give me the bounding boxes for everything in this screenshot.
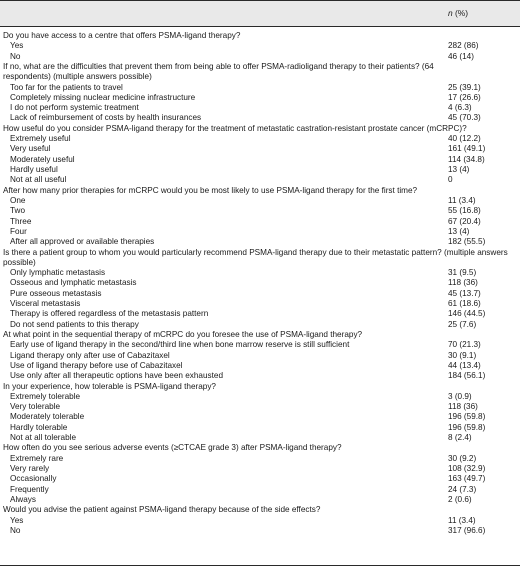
count-percent-value: 13 (4) bbox=[448, 226, 470, 236]
answer-row bbox=[0, 433, 520, 443]
answer-label: Extremely rare bbox=[10, 453, 64, 463]
answer-row bbox=[0, 361, 520, 371]
answer-label: Very rarely bbox=[10, 464, 50, 474]
question-row bbox=[0, 186, 520, 196]
answer-label: Do not send patients to this therapy bbox=[10, 319, 139, 329]
answer-label: I do not perform systemic treatment bbox=[10, 103, 139, 113]
answer-label: Lack of reimbursement of costs by health insurances bbox=[10, 113, 202, 123]
question-text: After how many prior therapies for mCRPC would you be most likely to use PSMA-ligand therapy for the first time? bbox=[3, 185, 418, 195]
question-text: If no, what are the difficulties that prevent them from being able to offer PSMA-radioligand therapy to their patients? (64 respondents) (multiple answers possible) bbox=[3, 61, 434, 82]
answer-label: Four bbox=[10, 226, 27, 236]
count-percent-value: 108 (32.9) bbox=[448, 464, 486, 474]
answer-row bbox=[0, 144, 520, 154]
answer-label: Extremely tolerable bbox=[10, 391, 81, 401]
answer-row bbox=[0, 464, 520, 474]
answer-row bbox=[0, 299, 520, 309]
answer-label: Ligand therapy only after use of Cabazitaxel bbox=[10, 350, 170, 360]
count-percent-value: 11 (3.4) bbox=[448, 195, 476, 205]
top-rule bbox=[0, 0, 520, 1]
answer-label: Very tolerable bbox=[10, 402, 61, 412]
answer-row bbox=[0, 320, 520, 330]
count-percent-value: 44 (13.4) bbox=[448, 360, 481, 370]
answer-label: Only lymphatic metastasis bbox=[10, 268, 106, 278]
answer-label: Early use of ligand therapy in the second/third line when bone marrow reserve is still sufficient bbox=[10, 340, 350, 350]
answer-label: Not at all useful bbox=[10, 175, 67, 185]
answer-row bbox=[0, 103, 520, 113]
answer-label: Too far for the patients to travel bbox=[10, 82, 123, 92]
count-percent-value: 13 (4) bbox=[448, 165, 470, 175]
count-percent-value: 67 (20.4) bbox=[448, 216, 481, 226]
answer-row bbox=[0, 175, 520, 185]
count-percent-value: 196 (59.8) bbox=[448, 422, 486, 432]
answer-label: Always bbox=[10, 494, 36, 504]
count-percent-value: 17 (26.6) bbox=[448, 92, 481, 102]
count-percent-value: 282 (86) bbox=[448, 41, 479, 51]
answer-label: Use of ligand therapy before use of Cabazitaxel bbox=[10, 360, 183, 370]
answer-row bbox=[0, 423, 520, 433]
count-percent-value: 45 (13.7) bbox=[448, 288, 481, 298]
question-row bbox=[0, 124, 520, 134]
count-percent-value: 184 (56.1) bbox=[448, 371, 486, 381]
question-text: At what point in the sequential therapy of mCRPC do you foresee the use of PSMA-ligand therapy? bbox=[3, 329, 363, 339]
question-text: Do you have access to a centre that offers PSMA-ligand therapy? bbox=[3, 31, 241, 40]
count-percent-value: 8 (2.4) bbox=[448, 433, 472, 443]
answer-label: One bbox=[10, 195, 26, 205]
count-percent-value: 4 (6.3) bbox=[448, 103, 472, 113]
question-text: In your experience, how tolerable is PSMA-ligand therapy? bbox=[3, 381, 216, 391]
answer-row bbox=[0, 392, 520, 402]
answer-row bbox=[0, 237, 520, 247]
count-percent-value: 70 (21.3) bbox=[448, 340, 481, 350]
answer-label: Three bbox=[10, 216, 32, 226]
count-percent-value: 163 (49.7) bbox=[448, 474, 486, 484]
count-percent-value: 11 (3.4) bbox=[448, 515, 476, 525]
answer-label: Yes bbox=[10, 41, 24, 51]
answer-label: Use only after all therapeutic options have been exhausted bbox=[10, 371, 224, 381]
question-row bbox=[0, 330, 520, 340]
count-percent-value: 55 (16.8) bbox=[448, 206, 481, 216]
answer-row bbox=[0, 165, 520, 175]
count-percent-value: 317 (96.6) bbox=[448, 525, 486, 535]
count-percent-value: 45 (70.3) bbox=[448, 113, 481, 123]
question-row bbox=[0, 443, 520, 453]
answer-row bbox=[0, 227, 520, 237]
answer-row bbox=[0, 526, 520, 536]
count-percent-value: 31 (9.5) bbox=[448, 268, 477, 278]
count-percent-value: 114 (34.8) bbox=[448, 154, 485, 164]
answer-row bbox=[0, 113, 520, 123]
count-percent-value: 146 (44.5) bbox=[448, 309, 486, 319]
answer-label: Hardly useful bbox=[10, 165, 58, 175]
count-percent-value: 25 (39.1) bbox=[448, 82, 481, 92]
question-row bbox=[0, 248, 520, 269]
answer-label: Extremely useful bbox=[10, 134, 71, 144]
answer-row bbox=[0, 217, 520, 227]
header-rule bbox=[0, 26, 520, 27]
answer-label: Osseous and lymphatic metastasis bbox=[10, 278, 137, 288]
answer-row bbox=[0, 351, 520, 361]
answer-row bbox=[0, 454, 520, 464]
column-header-n-percent: n (%) bbox=[448, 8, 469, 18]
answer-row bbox=[0, 516, 520, 526]
question-text: How often do you see serious adverse events (≥CTCAE grade 3) after PSMA-ligand therapy? bbox=[3, 443, 342, 453]
count-percent-value: 30 (9.1) bbox=[448, 350, 477, 360]
count-percent-value: 2 (0.6) bbox=[448, 494, 472, 504]
answer-label: Visceral metastasis bbox=[10, 299, 81, 309]
answer-label: Frequently bbox=[10, 484, 49, 494]
answer-label: Occasionally bbox=[10, 474, 57, 484]
answer-label: Therapy is offered regardless of the metastasis pattern bbox=[10, 309, 209, 319]
answer-row bbox=[0, 278, 520, 288]
count-percent-value: 118 (36) bbox=[448, 278, 478, 288]
answer-row bbox=[0, 206, 520, 216]
answer-row bbox=[0, 268, 520, 278]
answer-label: Very useful bbox=[10, 144, 51, 154]
answer-row bbox=[0, 83, 520, 93]
answer-label: No bbox=[10, 51, 21, 61]
answer-row bbox=[0, 93, 520, 103]
question-row bbox=[0, 31, 520, 41]
count-percent-value: 25 (7.6) bbox=[448, 319, 477, 329]
answer-row bbox=[0, 412, 520, 422]
question-row bbox=[0, 382, 520, 392]
answer-row bbox=[0, 41, 520, 51]
count-percent-value: 182 (55.5) bbox=[448, 237, 486, 247]
answer-row bbox=[0, 495, 520, 505]
count-percent-value: 61 (18.6) bbox=[448, 299, 481, 309]
count-percent-value: 118 (36) bbox=[448, 402, 478, 412]
answer-row bbox=[0, 309, 520, 319]
answer-row bbox=[0, 289, 520, 299]
answer-label: Two bbox=[10, 206, 26, 216]
answer-row bbox=[0, 485, 520, 495]
question-text: Is there a patient group to whom you would particularly recommend PSMA-ligand therapy due to their metastatic pattern? (multiple answers possible) bbox=[3, 247, 508, 267]
answer-label: Yes bbox=[10, 515, 24, 525]
answer-label: Moderately tolerable bbox=[10, 412, 85, 422]
answer-row bbox=[0, 340, 520, 350]
bottom-rule bbox=[0, 565, 520, 566]
answer-row bbox=[0, 402, 520, 412]
question-text: How useful do you consider PSMA-ligand therapy for the treatment of metastatic castration-resistant prostate cancer (mCRPC)? bbox=[3, 123, 467, 133]
count-percent-value: 161 (49.1) bbox=[448, 144, 486, 154]
answer-row bbox=[0, 474, 520, 484]
count-percent-value: 40 (12.2) bbox=[448, 134, 481, 144]
count-percent-value: 30 (9.2) bbox=[448, 453, 477, 463]
answer-row bbox=[0, 134, 520, 144]
answer-row bbox=[0, 196, 520, 206]
answer-row bbox=[0, 371, 520, 381]
answer-label: Completely missing nuclear medicine infrastructure bbox=[10, 92, 196, 102]
count-percent-value: 3 (0.9) bbox=[448, 391, 472, 401]
count-percent-value: 196 (59.8) bbox=[448, 412, 486, 422]
question-row bbox=[0, 505, 520, 515]
answer-row bbox=[0, 155, 520, 165]
answer-label: No bbox=[10, 525, 21, 535]
answer-label: After all approved or available therapies bbox=[10, 237, 155, 247]
question-text: Would you advise the patient against PSMA-ligand therapy because of the side effects? bbox=[3, 505, 321, 515]
count-percent-value: 24 (7.3) bbox=[448, 484, 477, 494]
count-percent-value: 46 (14) bbox=[448, 51, 474, 61]
answer-label: Moderately useful bbox=[10, 154, 75, 164]
answer-label: Not at all tolerable bbox=[10, 433, 76, 443]
table-header bbox=[0, 0, 520, 26]
question-row bbox=[0, 62, 520, 83]
count-percent-value: 0 bbox=[448, 175, 453, 185]
answer-row bbox=[0, 52, 520, 62]
answer-label: Pure osseous metastasis bbox=[10, 288, 102, 298]
answer-label: Hardly tolerable bbox=[10, 422, 68, 432]
